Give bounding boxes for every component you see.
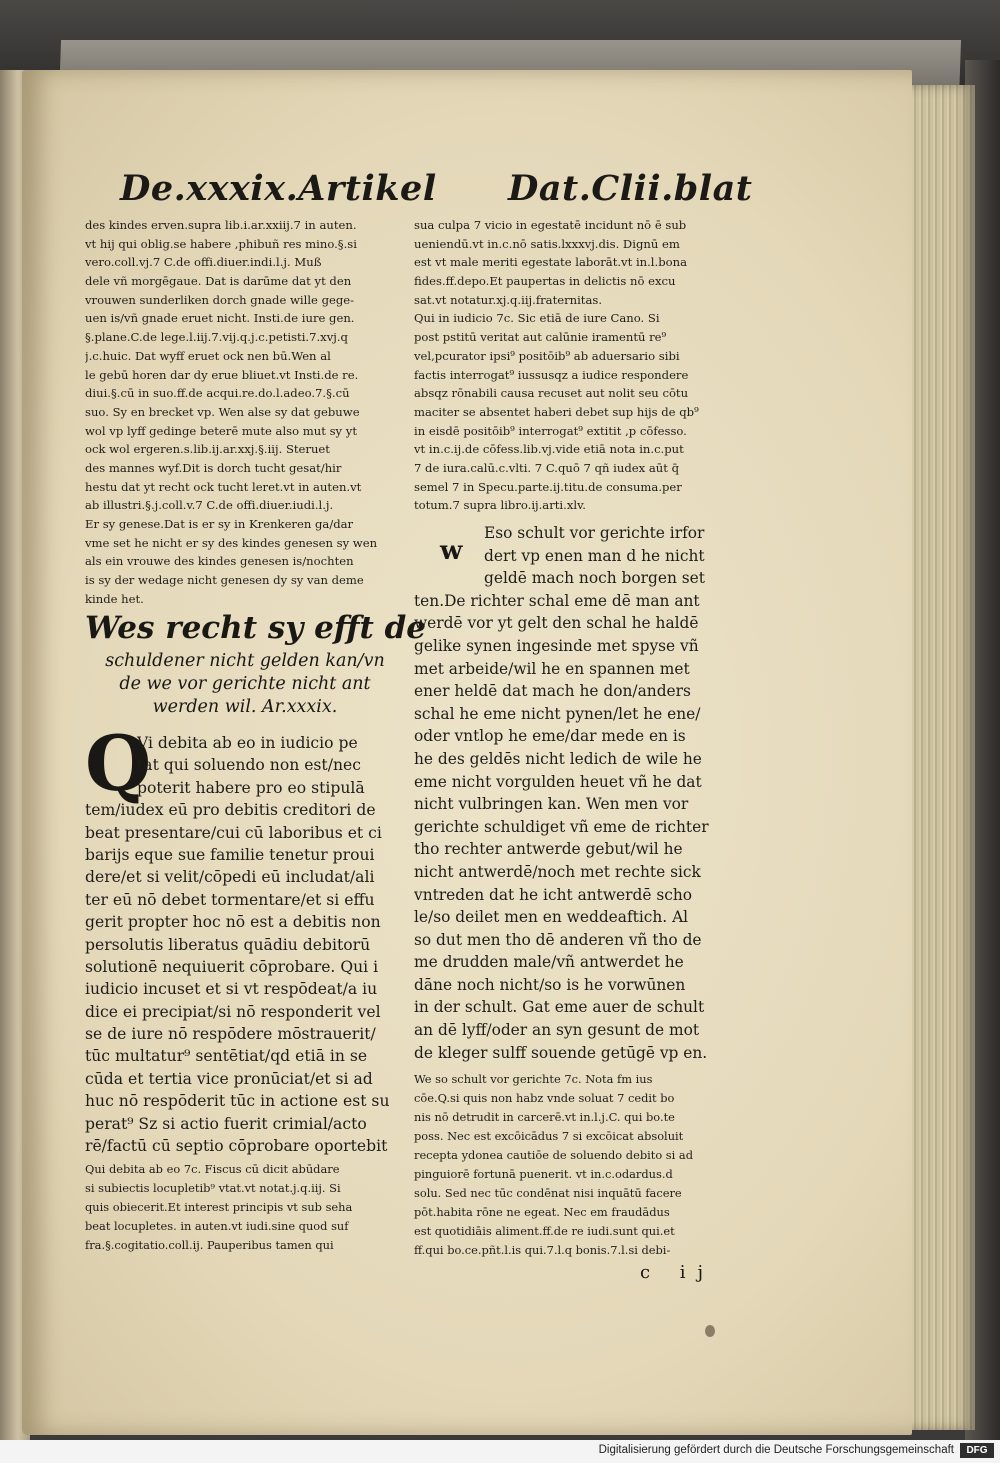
text-line: Qui debita ab eo 7c. Fiscus cū dicit abūdare [85,1162,340,1176]
text-line: des kindes erven.supra lib.i.ar.xxiij.7 in auten. [85,218,357,232]
text-line: j.c.huic. Dat wyff eruet ock nen bū.Wen al [85,348,331,363]
text-line: me drudden male/vñ antwerdet he [414,953,684,972]
left-column-gloss [85,216,403,608]
text-line: pōt.habita rōne ne egeat. Nec em fraudādus [414,1205,670,1219]
text-line: nis nō detrudit in carcerē.vt in.l.j.C. qui bo.te [414,1110,675,1124]
text-line: cūda et tertia vice pronūciat/et si ad [85,1069,373,1088]
text-line: post pstitū veritat aut calūnie iramentū re⁹ [414,330,667,345]
text-line: le gebū horen dar dy erue bliuet.vt Insti.de re. [85,367,359,382]
text-line: oder vntlop he eme/dar mede en is [414,727,686,746]
text-line: uen is/vñ gnade eruet nicht. Insti.de iure gen. [85,311,355,326]
article-heading [85,606,426,719]
text-line: ock wol ergeren.s.lib.ij.ar.xxj.§.iij. Steruet [85,442,330,457]
article-subtitle-line: de we vor gerichte nicht ant [119,674,371,694]
text-line: fides.ff.depo.Et paupertas in delictis nō excu [414,274,676,289]
text-line: schal he eme nicht pynen/let he ene/ [414,704,701,723]
text-line: is sy der wedage nicht genesen dy sy van deme [85,573,364,588]
text-line: pinguiorē fortunā puenerit. vt in.c.odardus.d [414,1167,673,1181]
text-line: an dē lyff/oder an syn gesunt de mot [414,1021,700,1040]
dfg-logo: DFG [960,1443,994,1458]
text-line: vme set he nicht er sy des kindes genesen sy wen [85,535,378,550]
text-line: Vi debita ab eo in iudicio pe [137,734,358,752]
right-column-note [414,1070,732,1260]
signature-mark: c ij [640,1262,716,1283]
text-line: totum.7 supra libro.ij.arti.xlv. [414,498,586,513]
text-line: est vt male meriti egestate laborāt.vt in.l.bona [414,255,687,270]
text-line: gelike synen ingesinde met spyse vñ [414,636,699,655]
text-line: nicht antwerdē/noch met rechte sick [414,862,701,881]
text-line: le/so deilet men en weddeaftich. Al [414,908,689,927]
text-line: §.plane.C.de lege.l.iij.7.vij.q.j.c.petisti.7.xvj.q [85,330,348,345]
text-line: iudicio incuset et si vt respōdeat/a iu [85,980,378,999]
article-subtitle-line: schuldener nicht gelden kan/vn [105,651,385,671]
text-line: ff.qui bo.ce.pñt.l.is qui.7.l.q bonis.7.l.si debi- [414,1243,671,1257]
text-line: sua culpa 7 vicio in egestatē incidunt nō ē sub [414,218,687,232]
text-line: quis obiecerit.Et interest principis vt sub seha [85,1200,353,1214]
page-fore-edge [905,85,975,1430]
text-line: dele vñ morgēgaue. Dat is darūme dat yt den [85,274,352,289]
text-line: eme nicht vorgulden heuet vñ he dat [414,772,702,791]
text-line: wol vp lyff gedinge beterē mute also mut sy yt [85,423,357,438]
text-line: vt in.c.ij.de cōfess.lib.vj.vide etiā nota in.c.put [414,442,684,457]
text-line: met arbeide/wil he en spannen met [414,659,690,678]
text-line: semel 7 in Specu.parte.ij.titu.de consuma.per [414,479,682,494]
text-line: geldē mach noch borgen set [484,569,705,588]
text-line: diui.§.cū in suo.ff.de acqui.re.do.l.adeo.7.§.cū [85,386,350,401]
text-line: hestu dat yt recht ock tucht leret.vt in auten.vt [85,479,362,494]
text-line: vel,pcurator ipsi⁹ positōib⁹ ab aduersario sibi [414,348,680,363]
text-line: suo. Sy en brecket vp. Wen alse sy dat gebuwe [85,404,360,419]
initial-letter-w: w [440,536,463,566]
text-line: als ein vrouwe des kindes genesen is/nochten [85,554,354,569]
text-line: beat locupletes. in auten.vt iudi.sine quod suf [85,1219,349,1233]
text-line: vt hij qui oblig.se habere ,phibuñ res mino.§.si [85,236,357,251]
text-line: ener heldē dat mach he don/anders [414,682,691,701]
text-line: factis interrogat⁹ iussusqz a iudice respondere [414,367,689,382]
text-line: kinde het. [85,591,144,606]
text-line: ten.De richter schal eme dē man ant [414,591,700,610]
text-line: tho rechter antwerde gebut/wil he [414,840,683,859]
text-line: recepta ydonea cautiōe de soluendo debito si ad [414,1148,694,1162]
page-stain [705,1325,715,1337]
text-line: beat presentare/cui cū laboribus et ci [85,823,382,842]
text-line: rē/factū cū septio cōprobare oportebit [85,1137,388,1156]
funding-credit: Digitalisierung gefördert durch die Deutsche Forschungsgemeinschaft [598,1444,954,1456]
article-subtitle-line: werden wil. Ar.xxxix. [152,697,338,717]
text-line: We so schult vor gerichte 7c. Nota fm ius [414,1072,653,1086]
left-column-note [85,1160,405,1255]
text-line: vntreden dat he icht antwerdē scho [414,885,693,904]
article-title: Wes recht sy efft de [85,610,426,646]
text-line: nicht vulbringen kan. Wen men vor [414,795,689,814]
footer-bar [0,1440,1000,1463]
text-line: perat⁹ Sz si actio fuerit crimial/acto [85,1114,367,1133]
text-line: poss. Nec est excōicādus 7 si excōicat absoluit [414,1129,684,1143]
text-line: solutionē nequiuerit cōprobare. Qui i [85,957,379,976]
text-line: de kleger sulff souende getūgē vp en. [414,1043,708,1062]
text-line: dert vp enen man d he nicht [484,546,705,565]
text-line: Er sy genese.Dat is er sy in Krenkeren ga/dar [85,517,354,531]
text-line: des mannes wyf.Dit is dorch tucht gesat/hir [85,460,342,475]
right-column-main-text [414,522,732,1064]
text-line: gerichte schuldiget vñ eme de richter [414,817,709,836]
text-line: maciter se absentet haberi debet sup hijs de qb⁹ [414,404,699,419]
text-line: werdē vor yt gelt den schal he haldē [414,614,699,633]
text-line: tat qui soluendo non est/nec [137,756,361,775]
text-line: tūc multatur⁹ sentētiat/qd etiā in se [85,1047,368,1066]
text-line: fra.§.cogitatio.coll.ij. Pauperibus tamen qui [85,1238,334,1252]
text-line: se de iure nō respōdere mōstrauerit/ [85,1025,376,1044]
text-line: solu. Sed nec tūc condēnat nisi inquātū facere [414,1186,682,1200]
right-column-gloss [414,216,730,515]
text-line: so dut men tho dē anderen vñ tho de [414,930,702,949]
text-line: persolutis liberatus quādiu debitorū [85,935,371,954]
text-line: ab illustri.§.j.coll.v.7 C.de offi.diuer.iudi.l.j. [85,498,334,513]
text-line: he des geldēs nicht ledich de wile he [414,749,702,768]
text-line: in eisdē positōib⁹ interrogat⁹ extitit ,p cōfesso. [414,423,687,438]
text-line: vero.coll.vj.7 C.de offi.diuer.indi.l.j. Muß [85,255,322,270]
text-line: dice ei precipiat/si nō responderit vel [85,1002,381,1021]
text-line: absqz rōnabili causa recuset aut nolit seu cōtu [414,386,689,401]
running-head-left: De.xxxix.Artikel [120,168,437,209]
text-line: gerit propter hoc nō est a debitis non [85,913,381,932]
text-line: in der schult. Gat eme auer de schult [414,998,705,1017]
text-line: poterit habere pro eo stipulā [137,778,365,797]
text-line: est quotidiāis aliment.ff.de re iudi.sunt qui.et [414,1224,675,1238]
text-line: sat.vt notatur.xj.q.iij.fraternitas. [414,292,603,307]
running-head-right: Dat.Clii.blat [508,168,753,209]
text-line: ueniendū.vt in.c.nō satis.lxxxvj.dis. Dignū em [414,236,680,251]
text-line: 7 de iura.calū.c.vlti. 7 C.quō 7 qñ iudex aūt q̄ [414,460,680,475]
text-line: barijs eque sue familie tenetur proui [85,845,375,864]
text-line: Eso schult vor gerichte irfor [484,524,705,542]
text-line: vrouwen sunderliken dorch gnade wille gege- [85,292,355,307]
left-column-main-text [85,732,405,1157]
text-line: si subiectis locupletib⁹ vtat.vt notat.j.q.iij. Si [85,1181,341,1195]
text-line: ter eū nō debet tormentare/et si effu [85,890,375,909]
text-line: tem/iudex eū pro debitis creditori de [85,801,376,820]
text-line: dāne noch nicht/so is he vorwūnen [414,975,686,994]
text-line: huc nō respōderit tūc in actione est su [85,1092,390,1111]
initial-letter-q: Q [85,719,152,808]
text-line: dere/et si velit/cōpedi eū includat/ali [85,868,375,887]
text-line: Qui in iudicio 7c. Sic etiā de iure Cano. Si [414,311,660,326]
text-line: cōe.Q.si quis non habz vnde soluat 7 cedit bo [414,1091,675,1105]
